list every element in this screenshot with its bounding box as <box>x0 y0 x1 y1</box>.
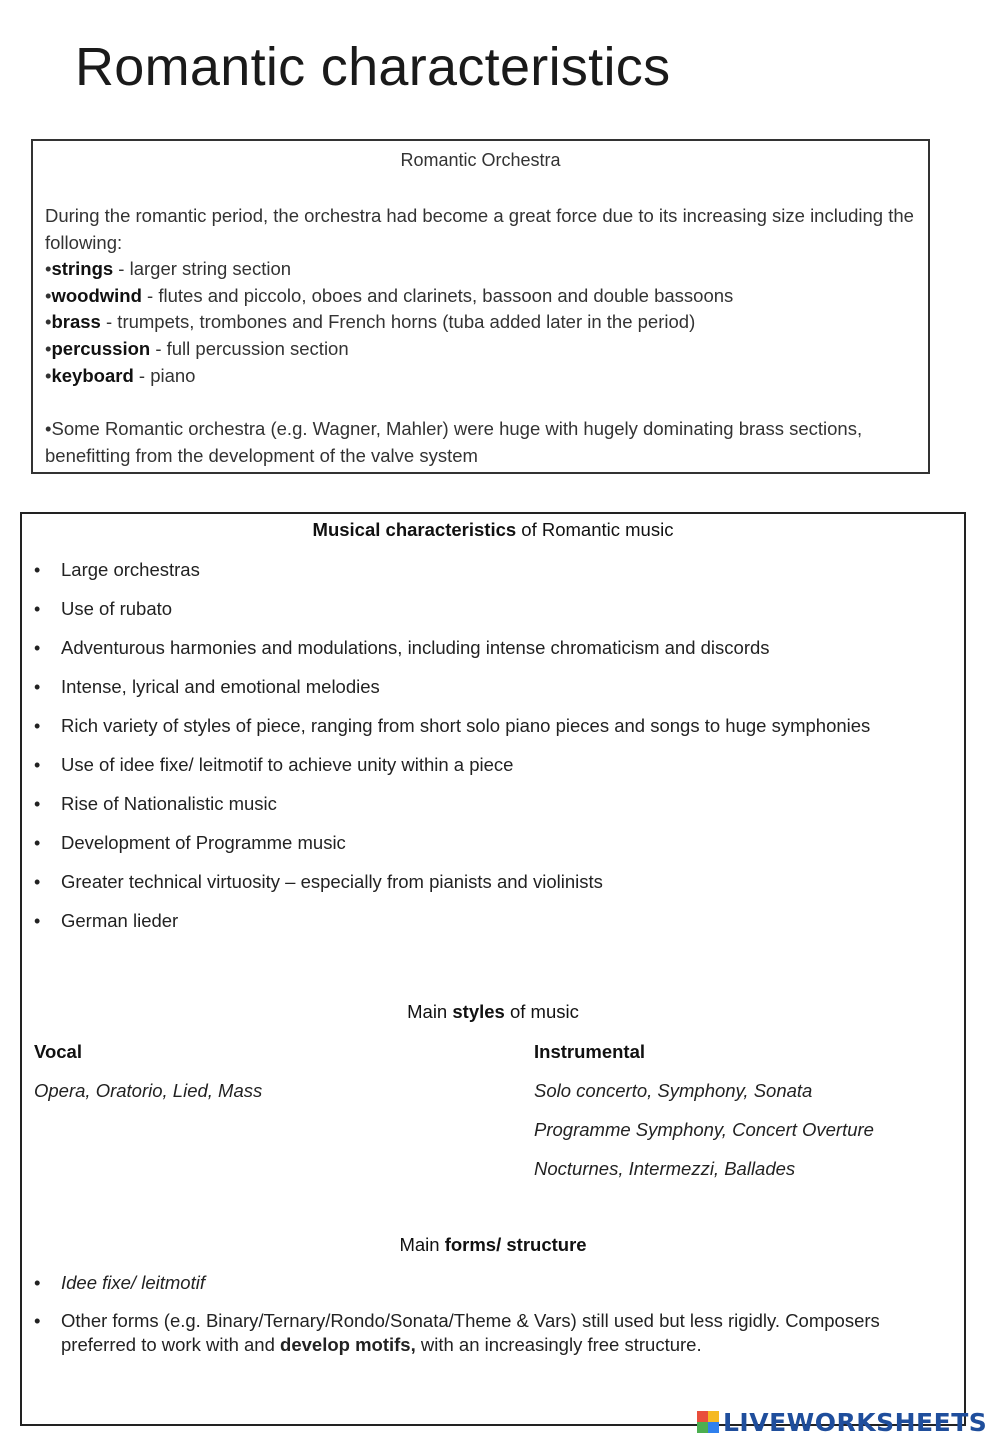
list-item: • Intense, lyrical and emotional melodies <box>34 676 380 697</box>
list-item: • Idee fixe/ leitmotif <box>34 1272 205 1293</box>
logo-square <box>697 1411 708 1422</box>
logo-square <box>708 1411 719 1422</box>
logo-square <box>697 1422 708 1433</box>
orchestra-box <box>31 139 930 474</box>
styles-heading: Main styles of music <box>407 1001 579 1022</box>
list-item: • Rise of Nationalistic music <box>34 793 277 814</box>
list-item: • Adventurous harmonies and modulations, including intense chromaticism and discords <box>34 637 770 658</box>
list-item: • Other forms (e.g. Binary/Ternary/Rondo/Sonata/Theme & Vars) still used but less rigidly. Composers preferred to work with and develop motifs, with an increasingly free structure. <box>34 1310 880 1355</box>
list-item: • Large orchestras <box>34 559 200 580</box>
instrumental-item: Solo concerto, Symphony, Sonata <box>534 1080 813 1101</box>
instrumental-column <box>534 1039 874 1195</box>
liveworksheets-watermark <box>697 1406 987 1438</box>
page-title: Romantic characteristics <box>75 37 671 97</box>
list-item: • Greater technical virtuosity – especially from pianists and violinists <box>34 871 603 892</box>
logo-square <box>708 1422 719 1433</box>
orchestra-section-keyboard: •keyboard - piano <box>45 364 196 386</box>
orchestra-section-brass: •brass - trumpets, trombones and French horns (tuba added later in the period) <box>45 311 696 333</box>
orchestra-section-percussion: •percussion - full percussion section <box>45 337 349 359</box>
orchestra-section-woodwind: •woodwind - flutes and piccolo, oboes and clarinets, bassoon and double bassoons <box>45 284 734 306</box>
instrumental-label: Instrumental <box>534 1041 646 1062</box>
watermark-text: LIVEWORKSHEETS <box>723 1407 988 1437</box>
liveworksheets-logo-icon <box>697 1411 719 1433</box>
list-item: • German lieder <box>34 910 179 931</box>
list-item: • Use of idee fixe/ leitmotif to achieve unity within a piece <box>34 754 514 775</box>
vocal-column <box>34 1039 262 1117</box>
orchestra-note: •Some Romantic orchestra (e.g. Wagner, Mahler) were huge with hugely dominating brass sections, benefitting from the development of the valve system <box>45 418 863 466</box>
characteristics-list <box>34 557 954 947</box>
characteristics-heading: Musical characteristics of Romantic music <box>312 519 674 540</box>
list-item: • Rich variety of styles of piece, ranging from short solo piano pieces and songs to huge symphonies <box>34 715 871 736</box>
list-item: • Use of rubato <box>34 598 173 619</box>
orchestra-intro: During the romantic period, the orchestra had become a great force due to its increasing size including the following: <box>45 205 914 253</box>
characteristics-box <box>20 512 966 1426</box>
vocal-label: Vocal <box>34 1041 82 1062</box>
forms-list <box>34 1271 954 1357</box>
orchestra-section-strings: •strings - larger string section <box>45 258 292 280</box>
list-item: • Development of Programme music <box>34 832 346 853</box>
instrumental-item: Programme Symphony, Concert Overture <box>534 1119 874 1140</box>
orchestra-body <box>45 203 915 469</box>
orchestra-heading: Romantic Orchestra <box>400 150 561 170</box>
instrumental-item: Nocturnes, Intermezzi, Ballades <box>534 1158 796 1179</box>
forms-heading: Main forms/ structure <box>399 1234 587 1255</box>
vocal-item: Opera, Oratorio, Lied, Mass <box>34 1080 263 1101</box>
